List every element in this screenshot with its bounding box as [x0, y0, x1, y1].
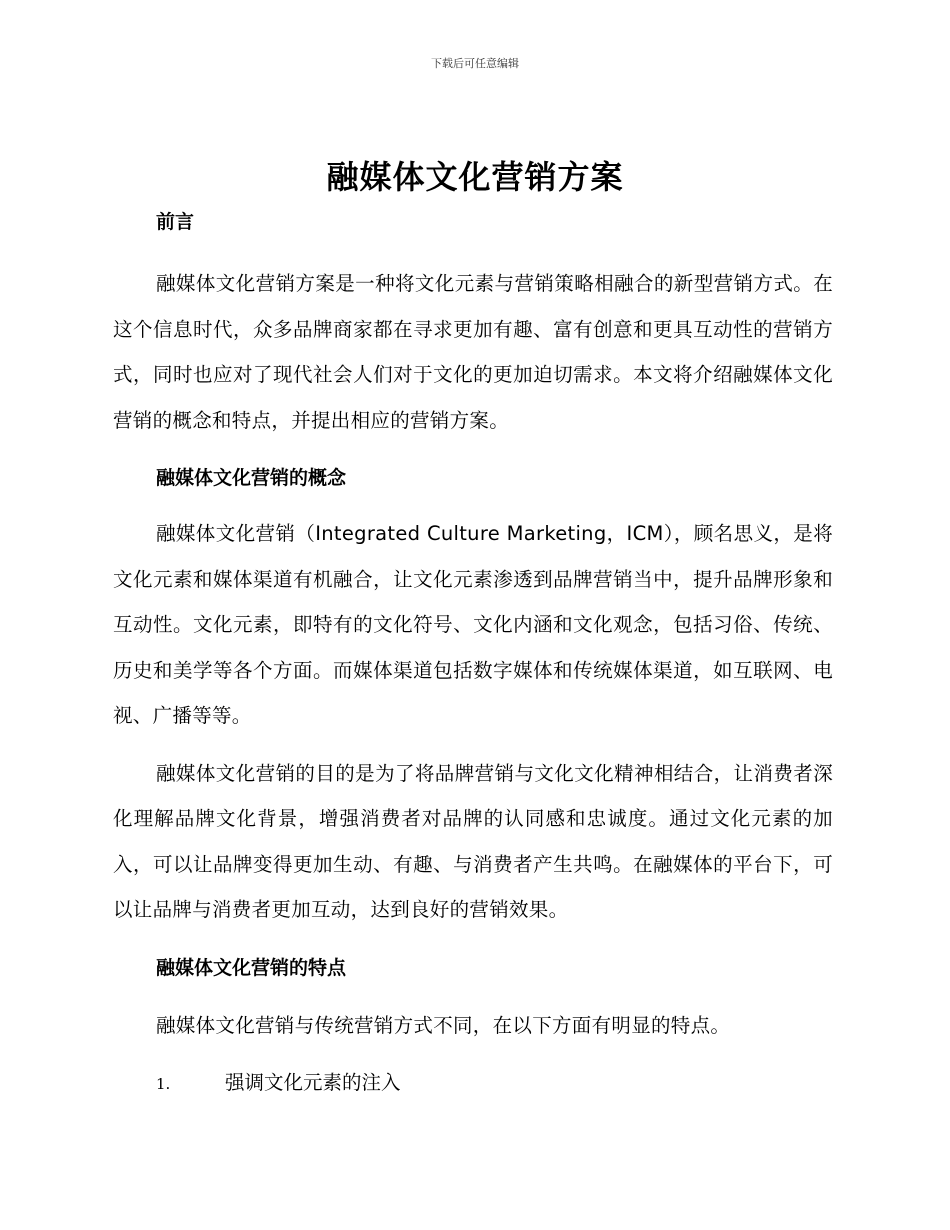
- header-note: 下载后可任意编辑: [431, 57, 519, 70]
- list-item-number: 1.: [156, 1075, 171, 1093]
- document-title: 融媒体文化营销方案: [326, 158, 624, 196]
- list-item-text: 强调文化元素的注入: [225, 1071, 401, 1094]
- list-item: [113, 1060, 833, 1107]
- section-heading-preface: 前言: [156, 211, 195, 233]
- section-heading-features: 融媒体文化营销的特点: [156, 956, 347, 979]
- paragraph-features-intro: 融媒体文化营销与传统营销方式不同，在以下方面有明显的特点。: [156, 1013, 731, 1037]
- paragraph-concept-1: 融媒体文化营销（Integrated Culture Marketing，ICM），顾名思义，是将文化元素和媒体渠道有机融合，让文化元素渗透到品牌营销当中，提升品牌形象和互动性。文化元素，即特有的文化符号、文化内涵和文化观念，包括习俗、传统、历史和美学等各个方面。而媒体渠道包括数字媒体和传统媒体渠道，如互联网、电视、广播等等。: [113, 522, 833, 727]
- section-heading-concept: 融媒体文化营销的概念: [156, 467, 347, 489]
- document-body: [113, 205, 833, 1107]
- paragraph-preface: 融媒体文化营销方案是一种将文化元素与营销策略相融合的新型营销方式。在这个信息时代，众多品牌商家都在寻求更加有趣、富有创意和更具互动性的营销方式，同时也应对了现代社会人们对于文化的更加迫切需求。本文将介绍融媒体文化营销的概念和特点，并提出相应的营销方案。: [113, 272, 833, 432]
- paragraph-concept-2: 融媒体文化营销的目的是为了将品牌营销与文化文化精神相结合，让消费者深化理解品牌文化背景，增强消费者对品牌的认同感和忠诚度。通过文化元素的加入，可以让品牌变得更加生动、有趣、与消费者产生共鸣。在融媒体的平台下，可以让品牌与消费者更加互动，达到良好的营销效果。: [113, 761, 833, 921]
